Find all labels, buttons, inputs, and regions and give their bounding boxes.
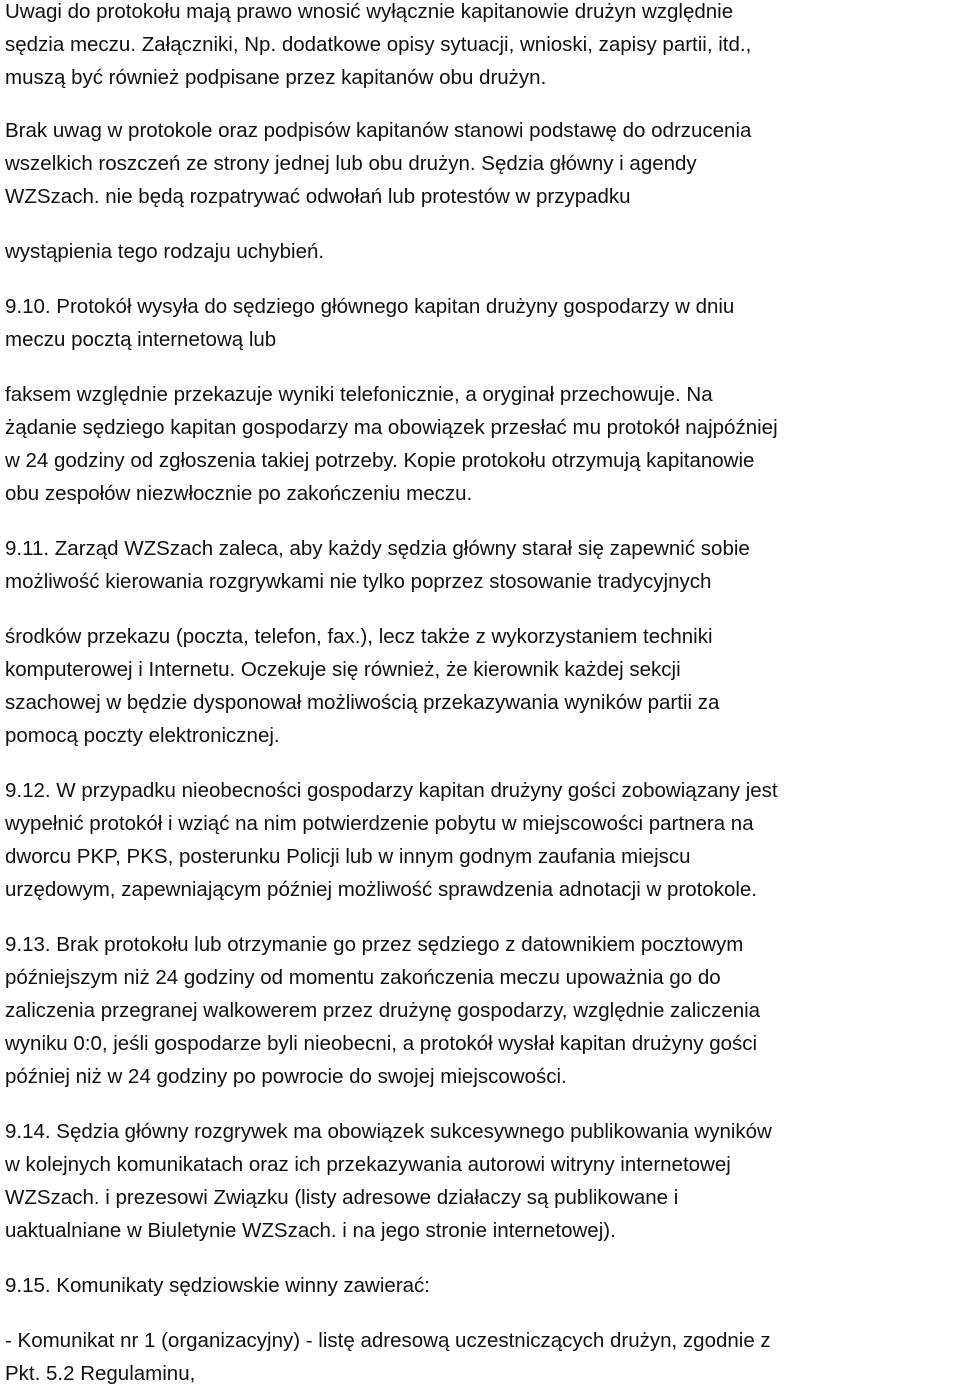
- text-line: 9.15. Komunikaty sędziowskie winny zawierać:: [5, 1274, 430, 1297]
- text-line: pomocą poczty elektronicznej.: [5, 724, 280, 747]
- text-line: urzędowym, zapewniającym później możliwość sprawdzenia adnotacji w protokole.: [5, 878, 758, 901]
- text-line: sędzia meczu. Załączniki, Np. dodatkowe opisy sytuacji, wnioski, zapisy partii, itd.,: [5, 33, 752, 56]
- text-line: 9.12. W przypadku nieobecności gospodarzy kapitan drużyny gości zobowiązany jest: [5, 779, 778, 802]
- text-line: uaktualniane w Biuletynie WZSzach. i na jego stronie internetowej).: [5, 1219, 616, 1242]
- text-line: 9.14. Sędzia główny rozgrywek ma obowiązek sukcesywnego publikowania wyników: [5, 1120, 772, 1143]
- text-line: wyniku 0:0, jeśli gospodarze byli nieobecni, a protokół wysłał kapitan drużyny gości: [5, 1032, 758, 1055]
- text-line: wszelkich roszczeń ze strony jednej lub obu drużyn. Sędzia główny i agendy: [5, 152, 697, 175]
- text-line: szachowej w będzie dysponował możliwością przekazywania wyników partii za: [5, 691, 720, 714]
- text-line: Pkt. 5.2 Regulaminu,: [5, 1362, 196, 1385]
- text-line: - Komunikat nr 1 (organizacyjny) - listę adresową uczestniczących drużyn, zgodnie z: [5, 1329, 771, 1352]
- text-line: WZSzach. nie będą rozpatrywać odwołań lub protestów w przypadku: [5, 185, 631, 208]
- text-line: środków przekazu (poczta, telefon, fax.), lecz także z wykorzystaniem techniki: [5, 625, 713, 648]
- text-line: zaliczenia przegranej walkowerem przez drużynę gospodarzy, względnie zaliczenia: [5, 999, 761, 1022]
- text-line: wypełnić protokół i wziąć na nim potwierdzenie pobytu w miejscowości partnera na: [5, 812, 754, 835]
- text-line: Brak uwag w protokole oraz podpisów kapitanów stanowi podstawę do odrzucenia: [5, 119, 752, 142]
- text-line: późniejszym niż 24 godziny od momentu zakończenia meczu upoważnia go do: [5, 966, 721, 989]
- text-line: później niż w 24 godziny po powrocie do swojej miejscowości.: [5, 1065, 567, 1088]
- text-line: WZSzach. i prezesowi Związku (listy adresowe działaczy są publikowane i: [5, 1186, 679, 1209]
- text-line: Uwagi do protokołu mają prawo wnosić wyłącznie kapitanowie drużyn względnie: [5, 0, 734, 23]
- text-line: obu zespołów niezwłocznie po zakończeniu meczu.: [5, 482, 473, 505]
- text-line: 9.13. Brak protokołu lub otrzymanie go przez sędziego z datownikiem pocztowym: [5, 933, 744, 956]
- text-line: żądanie sędziego kapitan gospodarzy ma obowiązek przesłać mu protokół najpóźniej: [5, 416, 778, 439]
- text-line: dworcu PKP, PKS, posterunku Policji lub w innym godnym zaufania miejscu: [5, 845, 691, 868]
- text-line: faksem względnie przekazuje wyniki telefonicznie, a oryginał przechowuje. Na: [5, 383, 713, 406]
- text-line: w kolejnych komunikatach oraz ich przekazywania autorowi witryny internetowej: [5, 1153, 731, 1176]
- text-line: możliwość kierowania rozgrywkami nie tylko poprzez stosowanie tradycyjnych: [5, 570, 712, 593]
- text-line: w 24 godziny od zgłoszenia takiej potrzeby. Kopie protokołu otrzymują kapitanowie: [5, 449, 755, 472]
- text-line: 9.10. Protokół wysyła do sędziego głównego kapitan drużyny gospodarzy w dniu: [5, 295, 735, 318]
- text-line: wystąpienia tego rodzaju uchybień.: [5, 240, 325, 263]
- text-line: meczu pocztą internetową lub: [5, 328, 277, 351]
- text-line: komputerowej i Internetu. Oczekuje się również, że kierownik każdej sekcji: [5, 658, 681, 681]
- text-line: muszą być również podpisane przez kapitanów obu drużyn.: [5, 66, 547, 89]
- text-line: 9.11. Zarząd WZSzach zaleca, aby każdy sędzia główny starał się zapewnić sobie: [5, 537, 750, 560]
